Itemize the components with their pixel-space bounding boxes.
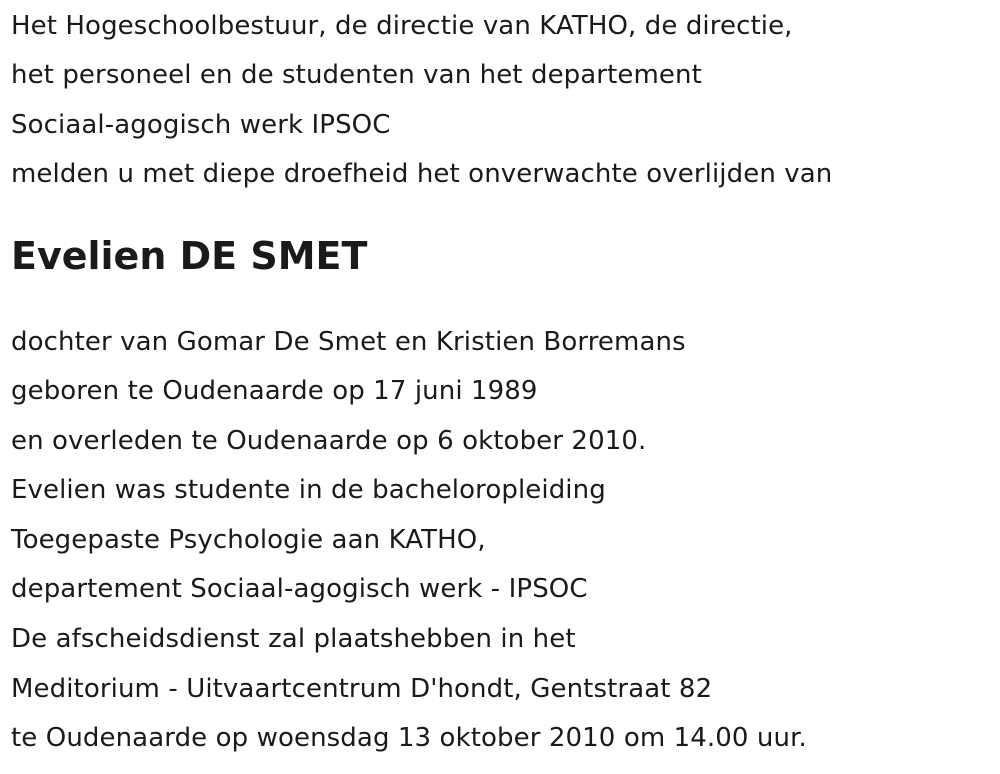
detail-line-7: De afscheidsdienst zal plaatshebben in het (11, 624, 576, 654)
intro-line-4: melden u met diepe droefheid het onverwachte overlijden van (11, 159, 833, 189)
detail-line-8: Meditorium - Uitvaartcentrum D'hondt, Gentstraat 82 (11, 674, 713, 704)
detail-line-2: geboren te Oudenaarde op 17 juni 1989 (11, 376, 538, 406)
detail-line-9: te Oudenaarde op woensdag 13 oktober 2010 om 14.00 uur. (11, 723, 807, 753)
detail-line-4: Evelien was studente in de bacheloropleiding (11, 475, 606, 505)
intro-line-2: het personeel en de studenten van het departement (11, 60, 702, 90)
detail-line-5: Toegepaste Psychologie aan KATHO, (11, 525, 486, 555)
detail-line-6: departement Sociaal-agogisch werk - IPSOC (11, 574, 588, 604)
intro-line-3: Sociaal-agogisch werk IPSOC (11, 110, 391, 140)
detail-line-3: en overleden te Oudenaarde op 6 oktober 2010. (11, 426, 647, 456)
deceased-name: Evelien DE SMET (11, 234, 368, 278)
obituary-notice (11, 0, 991, 774)
intro-line-1: Het Hogeschoolbestuur, de directie van KATHO, de directie, (11, 11, 793, 41)
detail-line-1: dochter van Gomar De Smet en Kristien Borremans (11, 327, 686, 357)
